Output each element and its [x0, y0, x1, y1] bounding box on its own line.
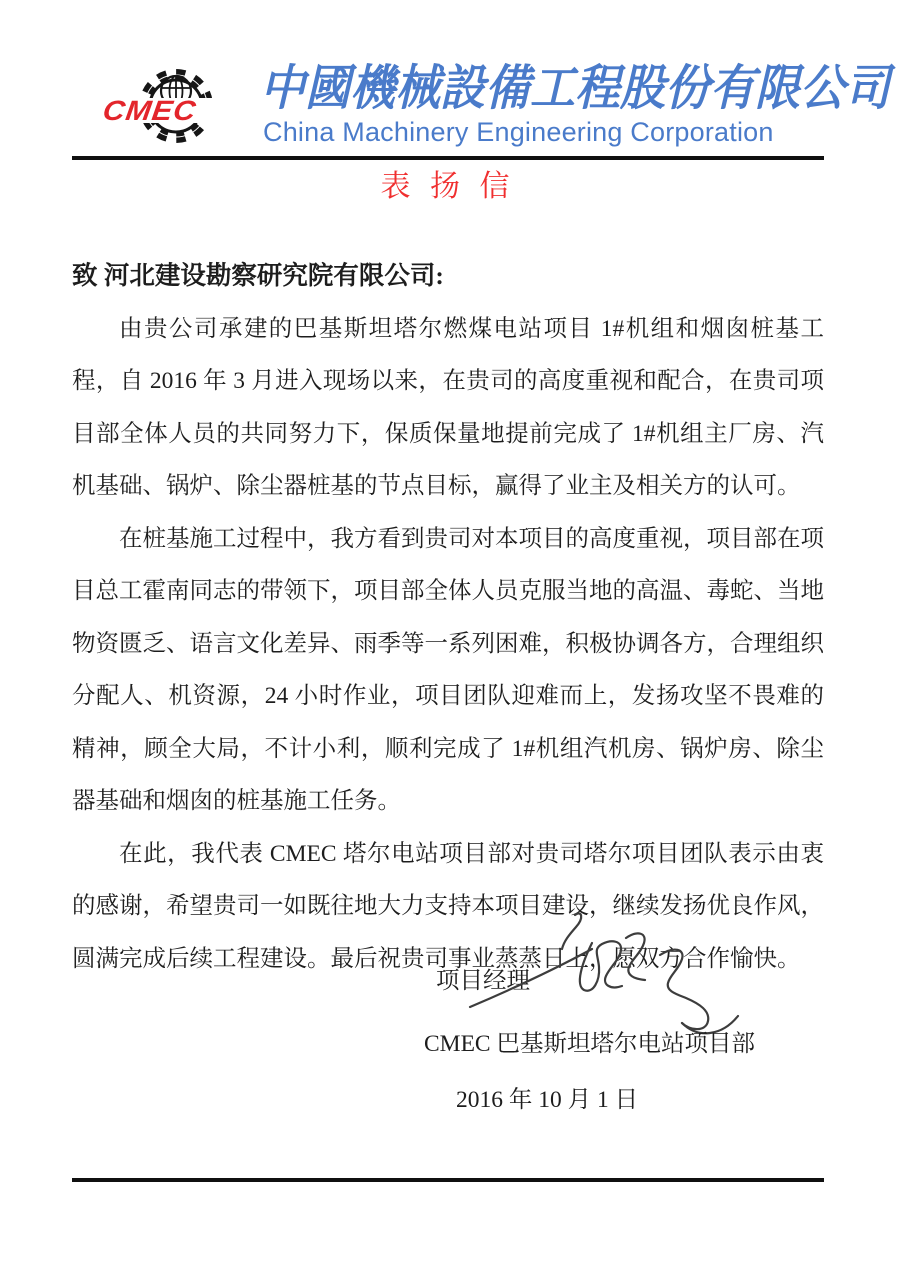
letter-date: 2016 年 10 月 1 日 — [456, 1087, 639, 1113]
letter-title: 表 扬 信 — [380, 170, 516, 203]
company-name-chinese: 中國機械設備工程股份有限公司 — [260, 61, 891, 116]
company-name-english: China Machinery Engineering Corporation — [263, 117, 774, 147]
paragraph-1: 由贵公司承建的巴基斯坦塔尔燃煤电站项目 1#机组和烟囱桩基工程，自 2016 年 3 月进入现场以来，在贵司的高度重视和配合，在贵司项目部全体人员的共同努力下，保质保量地提前完成了 1#机组主厂房、汽机基础、锅炉、除尘器桩基的节点目标，赢得了业主及相关方的认可。 — [72, 315, 824, 499]
logo-cmec-text: CMEC — [100, 95, 199, 126]
header-divider-line — [72, 156, 824, 160]
paragraph-3: 在此，我代表 CMEC 塔尔电站项目部对贵司塔尔项目团队表示由衷的感谢，希望贵司一如既往地大力支持本项目建设，继续发扬优良作风，圆满完成后续工程建设。最后祝贵司事业蒸蒸日上，愿双方合作愉快。 — [72, 840, 824, 972]
signing-organization: CMEC 巴基斯坦塔尔电站项目部 — [424, 1031, 755, 1057]
salutation-line: 致 河北建设勘察研究院有限公司: — [72, 261, 444, 290]
footer-divider-line — [72, 1178, 824, 1182]
paragraph-2: 在桩基施工过程中，我方看到贵司对本项目的高度重视，项目部在项目总工霍南同志的带领下，项目部全体人员克服当地的高温、毒蛇、当地物资匮乏、语言文化差异、雨季等一系列困难，积极协调各方，合理组织分配人、机资源，24 小时作业，项目团队迎难而上，发扬攻坚不畏难的精神，顾全大局，不计小利，顺利完成了 1#机组汽机房、锅炉房、除尘器基础和烟囱的桩基施工任务。 — [72, 525, 824, 814]
letter-body — [72, 250, 824, 985]
signer-role-label: 项目经理 — [436, 968, 530, 994]
